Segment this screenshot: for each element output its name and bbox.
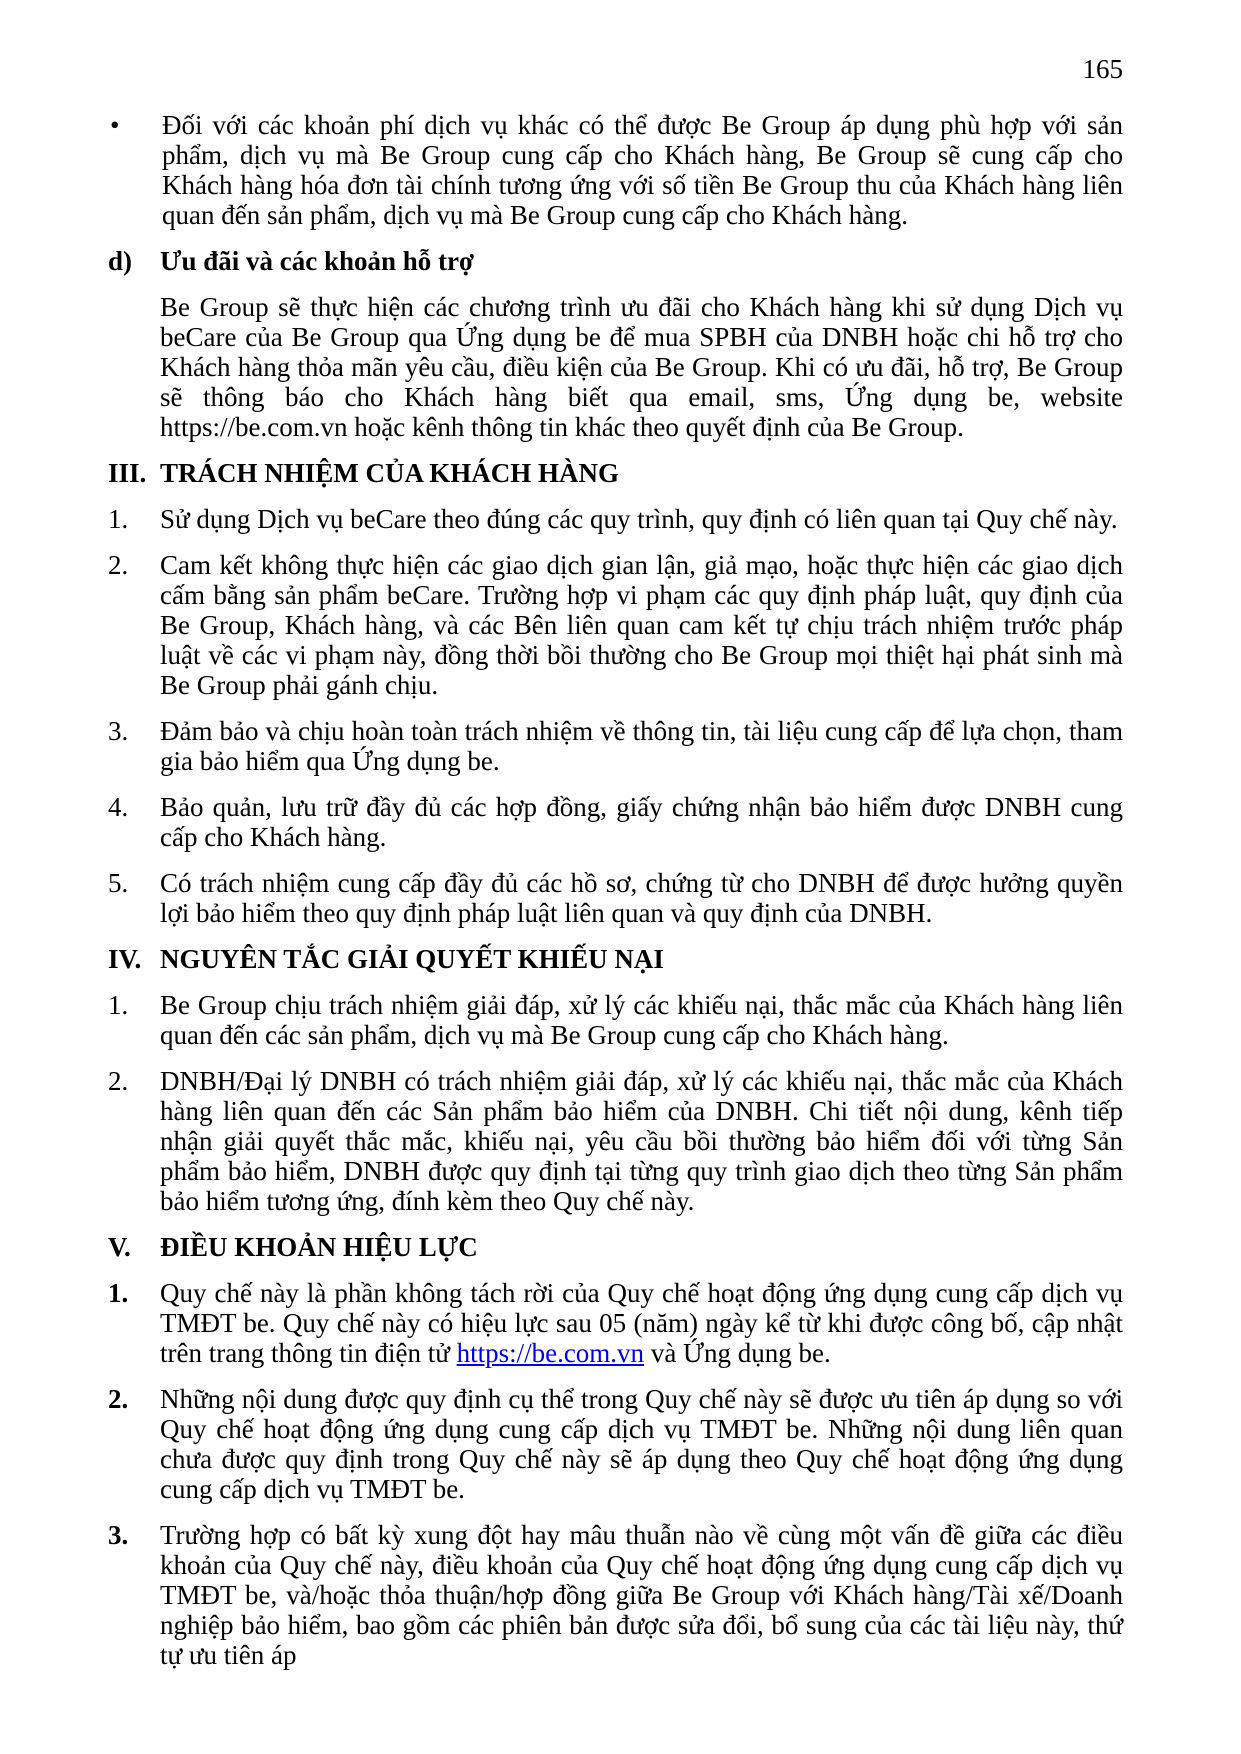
item-number: 1. xyxy=(108,1278,129,1308)
item-text-before-link: Quy chế này là phần không tách rời của Quy chế hoạt động ứng dụng cung cấp dịch vụ TMĐT be. Quy chế này có hiệu lực sau 05 (năm) ngày kể từ khi được công bố, cập nhật trên trang thông tin điện tử xyxy=(160,1278,1123,1368)
list-item-iii-4 xyxy=(108,792,1123,852)
list-item-iii-3 xyxy=(108,716,1123,776)
item-text xyxy=(160,1278,1123,1368)
heading-section-iv-title: NGUYÊN TẮC GIẢI QUYẾT KHIẾU NẠI xyxy=(160,944,664,974)
item-text: Những nội dung được quy định cụ thể trong Quy chế này sẽ được ưu tiên áp dụng so với Quy chế hoạt động ứng dụng cung cấp dịch vụ TMĐT be. Những nội dung liên quan chưa được quy định trong Quy chế này sẽ áp dụng theo Quy chế hoạt động ứng dụng cung cấp dịch vụ TMĐT be. xyxy=(160,1384,1123,1504)
list-item-iii-1 xyxy=(108,504,1123,534)
heading-uu-dai-title: Ưu đãi và các khoản hỗ trợ xyxy=(160,246,474,276)
bullet-item-text: Đối với các khoản phí dịch vụ khác có thể được Be Group áp dụng phù hợp với sản phẩm, dịch vụ mà Be Group cung cấp cho Khách hàng, Be Group sẽ cung cấp cho Khách hàng hóa đơn tài chính tương ứng với số tiền Be Group thu của Khách hàng liên quan đến sản phẩm, dịch vụ mà Be Group cung cấp cho Khách hàng. xyxy=(162,110,1123,230)
item-number: 2. xyxy=(108,1384,129,1414)
item-text: Bảo quản, lưu trữ đầy đủ các hợp đồng, giấy chứng nhận bảo hiểm được DNBH cung cấp cho Khách hàng. xyxy=(160,792,1123,852)
page-number: 165 xyxy=(1082,54,1123,84)
item-number: 2. xyxy=(108,1066,129,1096)
list-item-iii-5 xyxy=(108,868,1123,928)
item-number: 1. xyxy=(108,504,129,534)
list-item-v-1 xyxy=(108,1278,1123,1368)
list-item-v-3 xyxy=(108,1520,1123,1670)
list-item-iv-1 xyxy=(108,990,1123,1050)
item-text: Có trách nhiệm cung cấp đầy đủ các hồ sơ, chứng từ cho DNBH để được hưởng quyền lợi bảo hiểm theo quy định pháp luật liên quan và quy định của DNBH. xyxy=(160,868,1123,928)
heading-section-iv xyxy=(108,944,1123,974)
heading-section-iii xyxy=(108,458,1123,488)
bullet-item xyxy=(108,110,1123,230)
item-number: 4. xyxy=(108,792,129,822)
paragraph-uu-dai xyxy=(108,292,1123,442)
heading-uu-dai xyxy=(108,246,1123,276)
list-item-v-2 xyxy=(108,1384,1123,1504)
heading-section-iv-label: IV. xyxy=(108,944,142,974)
list-item-iv-2 xyxy=(108,1066,1123,1216)
heading-section-v-title: ĐIỀU KHOẢN HIỆU LỰC xyxy=(160,1232,478,1262)
heading-section-iii-title: TRÁCH NHIỆM CỦA KHÁCH HÀNG xyxy=(160,458,620,488)
be-com-vn-link[interactable]: https://be.com.vn xyxy=(456,1338,645,1368)
item-text: Sử dụng Dịch vụ beCare theo đúng các quy trình, quy định có liên quan tại Quy chế này. xyxy=(160,504,1118,534)
paragraph-uu-dai-text: Be Group sẽ thực hiện các chương trình ưu đãi cho Khách hàng khi sử dụng Dịch vụ beCare của Be Group qua Ứng dụng be để mua SPBH của DNBH hoặc chi hỗ trợ cho Khách hàng thỏa mãn yêu cầu, điều kiện của Be Group. Khi có ưu đãi, hỗ trợ, Be Group sẽ thông báo cho Khách hàng biết qua email, sms, Ứng dụng be, website https://be.com.vn hoặc kênh thông tin khác theo quyết định của Be Group. xyxy=(160,292,1123,442)
heading-uu-dai-label: d) xyxy=(108,246,133,276)
item-number: 5. xyxy=(108,868,129,898)
document-content xyxy=(108,110,1123,1686)
item-text: Be Group chịu trách nhiệm giải đáp, xử lý các khiếu nại, thắc mắc của Khách hàng liên quan đến các sản phẩm, dịch vụ mà Be Group cung cấp cho Khách hàng. xyxy=(160,990,1123,1050)
item-number: 1. xyxy=(108,990,129,1020)
heading-section-v xyxy=(108,1232,1123,1262)
item-text: Trường hợp có bất kỳ xung đột hay mâu thuẫn nào về cùng một vấn đề giữa các điều khoản của Quy chế này, điều khoản của Quy chế hoạt động ứng dụng cung cấp dịch vụ TMĐT be, và/hoặc thỏa thuận/hợp đồng giữa Be Group với Khách hàng/Tài xế/Doanh nghiệp bảo hiểm, bao gồm các phiên bản được sửa đổi, bổ sung của các tài liệu này, thứ tự ưu tiên áp xyxy=(160,1520,1123,1670)
bullet-icon: • xyxy=(110,110,120,140)
item-number: 3. xyxy=(108,716,129,746)
item-text: Cam kết không thực hiện các giao dịch gian lận, giả mạo, hoặc thực hiện các giao dịch cấm bằng sản phẩm beCare. Trường hợp vi phạm các quy định pháp luật, quy định của Be Group, Khách hàng, và các Bên liên quan cam kết tự chịu trách nhiệm trước pháp luật về các vi phạm này, đồng thời bồi thường cho Be Group mọi thiệt hại phát sinh mà Be Group phải gánh chịu. xyxy=(160,550,1123,700)
list-item-iii-2 xyxy=(108,550,1123,700)
item-text: DNBH/Đại lý DNBH có trách nhiệm giải đáp, xử lý các khiếu nại, thắc mắc của Khách hàng liên quan đến các Sản phẩm bảo hiểm của DNBH. Chi tiết nội dung, kênh tiếp nhận giải quyết thắc mắc, khiếu nại, yêu cầu bồi thường bảo hiểm đối với từng Sản phẩm bảo hiểm, DNBH được quy định tại từng quy trình giao dịch theo từng Sản phẩm bảo hiểm tương ứng, đính kèm theo Quy chế này. xyxy=(160,1066,1123,1216)
item-text: Đảm bảo và chịu hoàn toàn trách nhiệm về thông tin, tài liệu cung cấp để lựa chọn, tham gia bảo hiểm qua Ứng dụng be. xyxy=(160,716,1123,776)
item-number: 3. xyxy=(108,1520,129,1550)
item-text-after-link: và Ứng dụng be. xyxy=(644,1338,831,1368)
heading-section-v-label: V. xyxy=(108,1232,131,1262)
item-number: 2. xyxy=(108,550,129,580)
heading-section-iii-label: III. xyxy=(108,458,147,488)
